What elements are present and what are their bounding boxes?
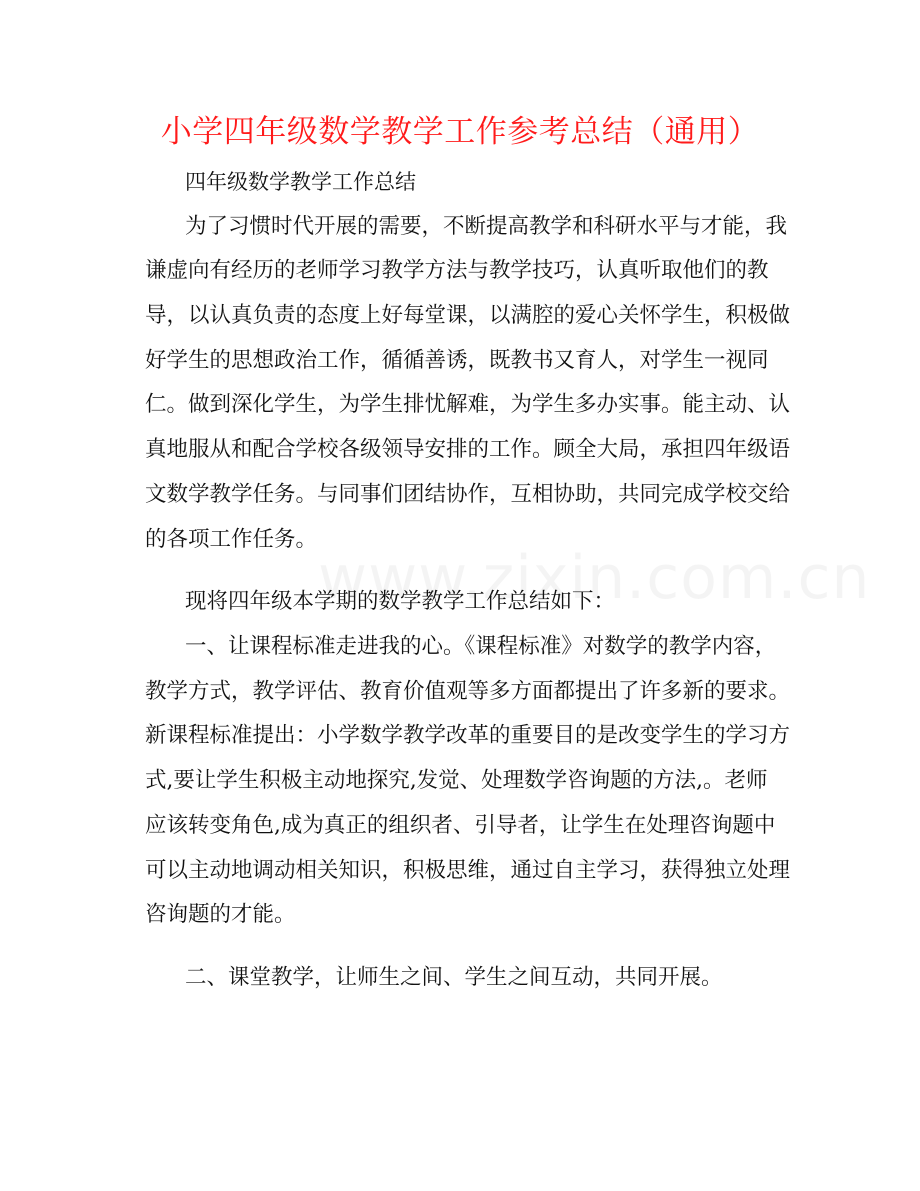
paragraph-line: 现将四年级本学期的数学教学工作总结如下：	[185, 589, 616, 614]
paragraph-line: 导，以认真负责的态度上好每堂课，以满腔的爱心关怀学生，积极做	[145, 303, 791, 328]
document-subtitle: 四年级数学教学工作总结	[185, 170, 416, 194]
document-title: 小学四年级数学教学工作参考总结（通用）	[160, 114, 760, 150]
paragraph-line: 可以主动地调动相关知识，积极思维，通过自主学习，获得独立处理	[145, 858, 791, 883]
paragraph-line: 真地服从和配合学校各级领导安排的工作。顾全大局，承担四年级语	[145, 437, 791, 462]
paragraph-line: 新课程标准提出：小学数学教学改革的重要目的是改变学生的学习方	[145, 723, 791, 748]
paragraph-line: 应该转变角色,成为真正的组织者、引导者，让学生在处理咨询题中	[145, 813, 776, 838]
paragraph-line: 教学方式，教学评估、教育价值观等多方面都提出了许多新的要求。	[145, 679, 791, 704]
paragraph-line: 文数学教学任务。与同事们团结协作，互相协助，共同完成学校交给	[145, 482, 791, 507]
paragraph-line: 的各项工作任务。	[145, 527, 318, 552]
paragraph-line: 仁。做到深化学生，为学生排忧解难，为学生多办实事。能主动、认	[145, 392, 791, 417]
paragraph-line: 谦虚向有经历的老师学习教学方法与教学技巧，认真听取他们的教	[145, 258, 769, 283]
paragraph-line: 式,要让学生积极主动地探究,发觉、处理数学咨询题的方法,。老师	[145, 768, 768, 793]
paragraph-line: 一、让课程标准走进我的心。《课程标准》对数学的教学内容，	[185, 634, 777, 659]
paragraph-line: 咨询题的才能。	[145, 902, 296, 927]
paragraph-line: 好学生的思想政治工作，循循善诱，既教书又育人，对学生一视同	[145, 348, 769, 373]
paragraph-line: 二、课堂教学，让师生之间、学生之间互动，共同开展。	[185, 965, 723, 990]
paragraph-line: 为了习惯时代开展的需要，不断提高教学和科研水平与才能，我	[185, 214, 788, 239]
